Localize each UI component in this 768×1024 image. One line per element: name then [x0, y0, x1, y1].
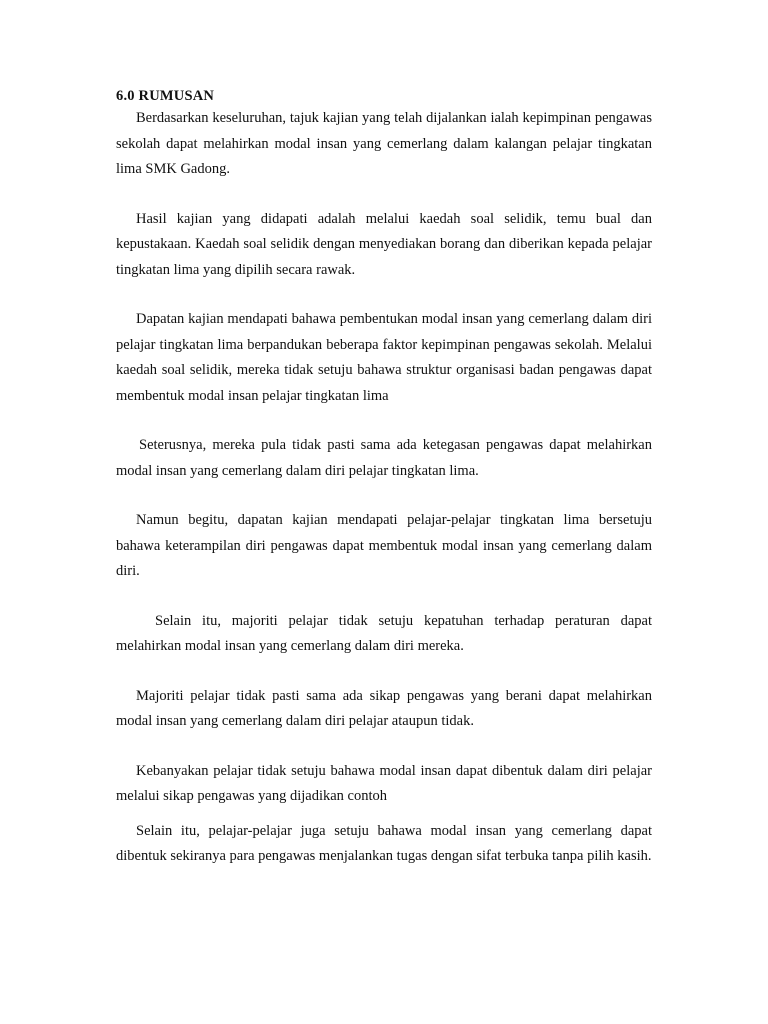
paragraph-7: Majoriti pelajar tidak pasti sama ada sikap pengawas yang berani dapat melahirkan modal insan yang cemerlang dalam diri pelajar ataupun tidak.: [116, 687, 652, 729]
paragraph-3: Dapatan kajian mendapati bahawa pembentukan modal insan yang cemerlang dalam diri pelajar tingkatan lima berpandukan beberapa faktor kepimpinan pengawas sekolah. Melalui kaedah soal selidik, mereka tidak setuju bahawa struktur organisasi badan pengawas dapat membentuk modal insan pelajar tingkatan lima: [116, 311, 652, 404]
paragraph-8: Kebanyakan pelajar tidak setuju bahawa modal insan dapat dibentuk dalam diri pelajar melalui sikap pengawas yang dijadikan contoh: [116, 762, 652, 804]
paragraph-4: Seterusnya, mereka pula tidak pasti sama ada ketegasan pengawas dapat melahirkan modal insan yang cemerlang dalam diri pelajar tingkatan lima.: [116, 437, 652, 479]
paragraph-6: Selain itu, majoriti pelajar tidak setuju kepatuhan terhadap peraturan dapat melahirkan modal insan yang cemerlang dalam diri mereka.: [116, 612, 652, 654]
paragraph-5: Namun begitu, dapatan kajian mendapati pelajar-pelajar tingkatan lima bersetuju bahawa keterampilan diri pengawas dapat membentuk modal insan yang cemerlang dalam diri.: [116, 512, 652, 579]
paragraph-1: Berdasarkan keseluruhan, tajuk kajian yang telah dijalankan ialah kepimpinan pengawas sekolah dapat melahirkan modal insan yang cemerlang dalam kalangan pelajar tingkatan lima SMK Gadong.: [116, 110, 652, 177]
paragraph-9: Selain itu, pelajar-pelajar juga setuju bahawa modal insan yang cemerlang dapat dibentuk sekiranya para pengawas menjalankan tugas dengan sifat terbuka tanpa pilih kasih.: [116, 822, 652, 864]
section-heading: 6.0 RUMUSAN: [116, 88, 215, 104]
paragraph-2: Hasil kajian yang didapati adalah melalui kaedah soal selidik, temu bual dan kepustakaan. Kaedah soal selidik dengan menyediakan borang dan diberikan kepada pelajar tingkatan lima yang dipilih secara rawak.: [116, 210, 652, 278]
